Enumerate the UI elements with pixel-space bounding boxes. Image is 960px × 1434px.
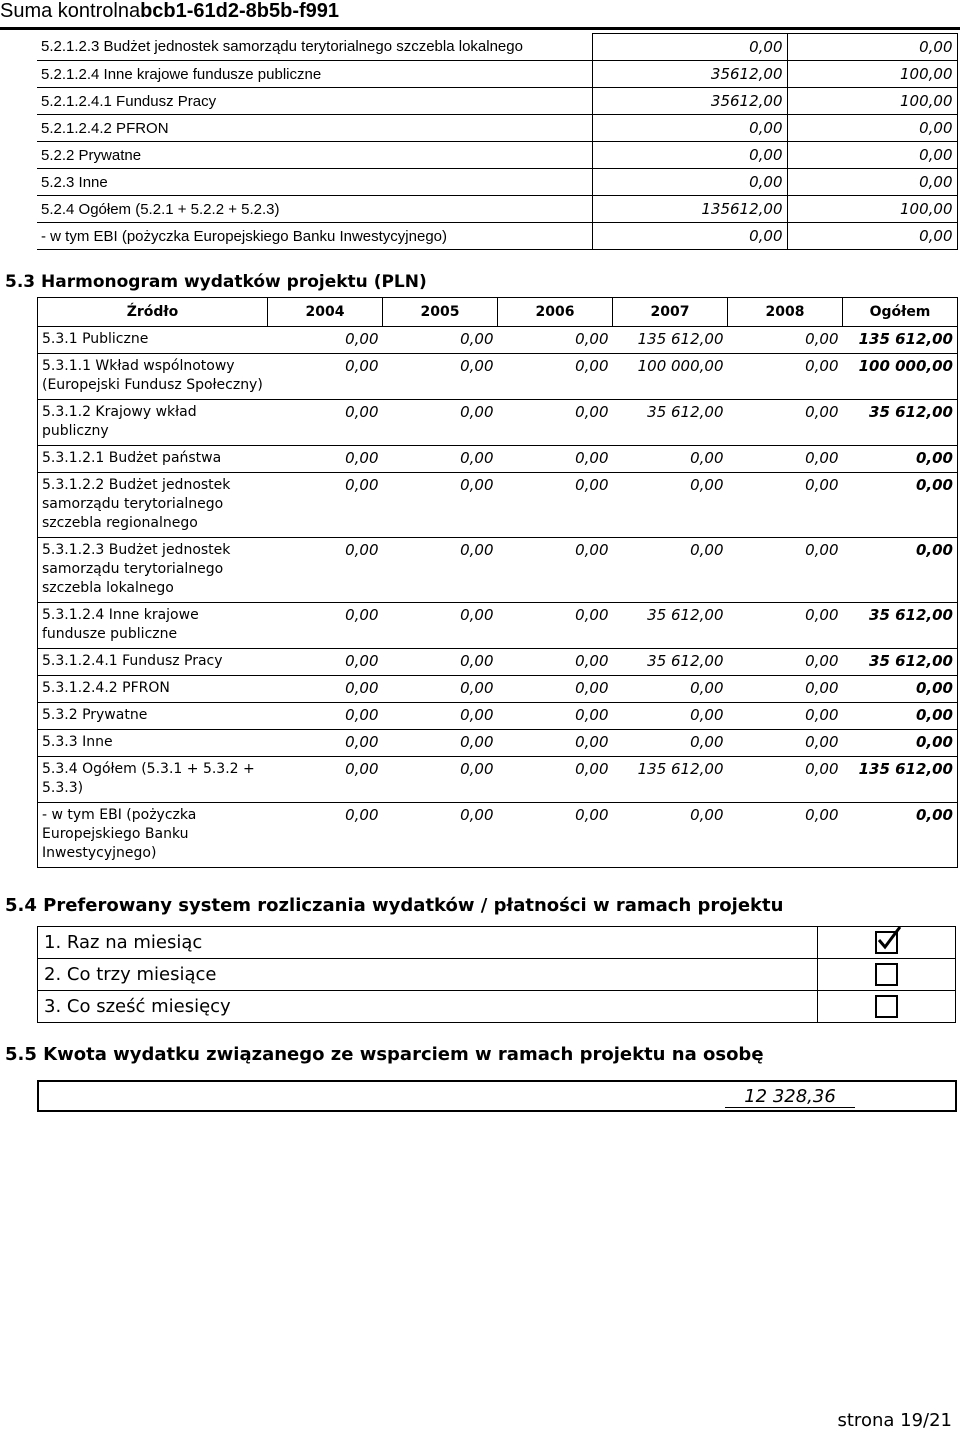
year-value: 0,00 xyxy=(728,603,843,649)
year-value: 0,00 xyxy=(383,730,498,757)
year-value: 0,00 xyxy=(498,730,613,757)
year-value: 0,00 xyxy=(613,803,728,868)
checksum-label: Suma kontrolna xyxy=(0,0,141,22)
harmonogram-title: 5.3 Harmonogram wydatków projektu (PLN) xyxy=(5,272,427,292)
table-row xyxy=(37,88,957,115)
year-value: 0,00 xyxy=(268,473,383,538)
year-value: 35 612,00 xyxy=(613,400,728,446)
column-header: Źródło xyxy=(38,298,268,327)
table-row xyxy=(38,446,958,473)
option-checkbox-cell xyxy=(818,927,956,959)
year-value: 0,00 xyxy=(268,354,383,400)
table-row xyxy=(37,223,957,250)
row-percent: 100,00 xyxy=(787,61,957,88)
row-total: 0,00 xyxy=(843,446,958,473)
table-row xyxy=(37,115,957,142)
row-label: 5.2.1.2.4.2 PFRON xyxy=(37,115,592,142)
option-row xyxy=(38,959,956,991)
table-row xyxy=(38,538,958,603)
column-header: Ogółem xyxy=(843,298,958,327)
year-value: 0,00 xyxy=(268,603,383,649)
year-value: 0,00 xyxy=(728,703,843,730)
table-row xyxy=(38,473,958,538)
year-value: 0,00 xyxy=(728,803,843,868)
year-value: 0,00 xyxy=(613,730,728,757)
row-total: 0,00 xyxy=(843,730,958,757)
row-label: 5.3.1.1 Wkład wspólnotowy (Europejski Fundusz Społeczny) xyxy=(38,354,268,400)
per-person-amount: 12 328,36 xyxy=(725,1086,855,1108)
column-header: 2005 xyxy=(383,298,498,327)
row-label: 5.3.3 Inne xyxy=(38,730,268,757)
option-row xyxy=(38,927,956,959)
row-amount: 0,00 xyxy=(592,169,787,196)
row-label: 5.2.4 Ogółem (5.2.1 + 5.2.2 + 5.2.3) xyxy=(37,196,592,223)
year-value: 135 612,00 xyxy=(613,327,728,354)
settlement-title: 5.4 Preferowany system rozliczania wydatków / płatności w ramach projektu xyxy=(5,895,784,916)
row-label: 5.3.4 Ogółem (5.3.1 + 5.3.2 + 5.3.3) xyxy=(38,757,268,803)
table-row xyxy=(38,603,958,649)
row-total: 35 612,00 xyxy=(843,400,958,446)
table-row xyxy=(37,196,957,223)
year-value: 0,00 xyxy=(613,538,728,603)
row-amount: 0,00 xyxy=(592,115,787,142)
row-label: 5.2.1.2.4 Inne krajowe fundusze publiczne xyxy=(37,61,592,88)
row-total: 135 612,00 xyxy=(843,757,958,803)
row-amount: 35612,00 xyxy=(592,61,787,88)
year-value: 0,00 xyxy=(383,703,498,730)
year-value: 0,00 xyxy=(613,473,728,538)
year-value: 0,00 xyxy=(728,676,843,703)
year-value: 35 612,00 xyxy=(613,649,728,676)
per-person-amount-box xyxy=(37,1080,957,1112)
row-total: 0,00 xyxy=(843,803,958,868)
year-value: 0,00 xyxy=(728,400,843,446)
row-total: 0,00 xyxy=(843,473,958,538)
year-value: 0,00 xyxy=(613,703,728,730)
option-label: 2. Co trzy miesiące xyxy=(38,959,818,991)
funding-sources-table xyxy=(37,33,958,250)
row-total: 0,00 xyxy=(843,703,958,730)
table-row xyxy=(38,757,958,803)
year-value: 0,00 xyxy=(498,400,613,446)
table-row xyxy=(38,327,958,354)
harmonogram-table xyxy=(37,297,958,868)
row-total: 35 612,00 xyxy=(843,649,958,676)
table-row xyxy=(38,400,958,446)
year-value: 0,00 xyxy=(383,538,498,603)
year-value: 0,00 xyxy=(383,473,498,538)
column-header: 2004 xyxy=(268,298,383,327)
year-value: 0,00 xyxy=(268,400,383,446)
table-row xyxy=(38,354,958,400)
row-amount: 135612,00 xyxy=(592,196,787,223)
table-row xyxy=(38,730,958,757)
year-value: 0,00 xyxy=(383,446,498,473)
table-row xyxy=(37,34,957,61)
row-label: 5.2.1.2.4.1 Fundusz Pracy xyxy=(37,88,592,115)
year-value: 0,00 xyxy=(383,649,498,676)
option-label: 1. Raz na miesiąc xyxy=(38,927,818,959)
option-label: 3. Co sześć miesięcy xyxy=(38,991,818,1023)
row-percent: 0,00 xyxy=(787,169,957,196)
year-value: 0,00 xyxy=(728,649,843,676)
table-row xyxy=(38,676,958,703)
year-value: 0,00 xyxy=(383,354,498,400)
table-row xyxy=(38,703,958,730)
year-value: 0,00 xyxy=(728,538,843,603)
year-value: 0,00 xyxy=(383,603,498,649)
checked-checkbox-icon[interactable] xyxy=(875,931,898,954)
settlement-options-table xyxy=(37,926,956,1023)
empty-checkbox-icon[interactable] xyxy=(875,995,898,1018)
year-value: 0,00 xyxy=(383,400,498,446)
row-label: 5.3.1.2 Krajowy wkład publiczny xyxy=(38,400,268,446)
page-header xyxy=(0,0,960,22)
year-value: 0,00 xyxy=(728,730,843,757)
year-value: 0,00 xyxy=(498,327,613,354)
row-percent: 0,00 xyxy=(787,223,957,250)
table-row xyxy=(37,61,957,88)
year-value: 0,00 xyxy=(268,538,383,603)
row-label: 5.3.1.2.4.1 Fundusz Pracy xyxy=(38,649,268,676)
year-value: 0,00 xyxy=(268,803,383,868)
row-label: - w tym EBI (pożyczka Europejskiego Banku Inwestycyjnego) xyxy=(38,803,268,868)
table-row xyxy=(38,649,958,676)
table-row xyxy=(37,142,957,169)
row-total: 0,00 xyxy=(843,538,958,603)
row-total: 100 000,00 xyxy=(843,354,958,400)
year-value: 0,00 xyxy=(268,757,383,803)
year-value: 100 000,00 xyxy=(613,354,728,400)
year-value: 0,00 xyxy=(498,603,613,649)
year-value: 0,00 xyxy=(728,446,843,473)
year-value: 0,00 xyxy=(268,703,383,730)
empty-checkbox-icon[interactable] xyxy=(875,963,898,986)
row-amount: 0,00 xyxy=(592,223,787,250)
year-value: 0,00 xyxy=(383,676,498,703)
row-label: 5.3.1.2.3 Budżet jednostek samorządu terytorialnego szczebla lokalnego xyxy=(38,538,268,603)
option-checkbox-cell xyxy=(818,991,956,1023)
row-percent: 0,00 xyxy=(787,34,957,61)
row-label: 5.3.1.2.2 Budżet jednostek samorządu terytorialnego szczebla regionalnego xyxy=(38,473,268,538)
row-label: 5.3.1.2.4 Inne krajowe fundusze publiczne xyxy=(38,603,268,649)
year-value: 0,00 xyxy=(498,649,613,676)
row-label: 5.2.2 Prywatne xyxy=(37,142,592,169)
row-label: 5.2.1.2.3 Budżet jednostek samorządu terytorialnego szczebla lokalnego xyxy=(37,34,592,61)
year-value: 0,00 xyxy=(498,446,613,473)
row-label: - w tym EBI (pożyczka Europejskiego Banku Inwestycyjnego) xyxy=(37,223,592,250)
year-value: 0,00 xyxy=(383,327,498,354)
row-percent: 100,00 xyxy=(787,196,957,223)
column-header: 2006 xyxy=(498,298,613,327)
year-value: 0,00 xyxy=(383,803,498,868)
year-value: 0,00 xyxy=(268,446,383,473)
year-value: 0,00 xyxy=(498,538,613,603)
row-total: 0,00 xyxy=(843,676,958,703)
year-value: 0,00 xyxy=(613,446,728,473)
header-rule xyxy=(0,27,960,30)
year-value: 0,00 xyxy=(728,327,843,354)
year-value: 0,00 xyxy=(268,327,383,354)
per-person-title: 5.5 Kwota wydatku związanego ze wsparciem w ramach projektu na osobę xyxy=(5,1044,764,1065)
table-row xyxy=(37,169,957,196)
row-amount: 0,00 xyxy=(592,142,787,169)
row-label: 5.3.1 Publiczne xyxy=(38,327,268,354)
row-percent: 0,00 xyxy=(787,115,957,142)
harmonogram-header-row xyxy=(38,298,958,327)
row-label: 5.2.3 Inne xyxy=(37,169,592,196)
year-value: 0,00 xyxy=(498,473,613,538)
column-header: 2008 xyxy=(728,298,843,327)
row-total: 135 612,00 xyxy=(843,327,958,354)
row-percent: 0,00 xyxy=(787,142,957,169)
year-value: 0,00 xyxy=(728,757,843,803)
year-value: 0,00 xyxy=(268,649,383,676)
option-row xyxy=(38,991,956,1023)
row-label: 5.3.1.2.4.2 PFRON xyxy=(38,676,268,703)
row-label: 5.3.1.2.1 Budżet państwa xyxy=(38,446,268,473)
year-value: 0,00 xyxy=(498,757,613,803)
year-value: 0,00 xyxy=(268,730,383,757)
year-value: 0,00 xyxy=(613,676,728,703)
option-checkbox-cell xyxy=(818,959,956,991)
page-number: strona 19/21 xyxy=(837,1410,952,1431)
checksum-code: bcb1-61d2-8b5b-f991 xyxy=(140,0,340,22)
year-value: 0,00 xyxy=(498,676,613,703)
year-value: 0,00 xyxy=(498,803,613,868)
table-row xyxy=(38,803,958,868)
year-value: 0,00 xyxy=(498,354,613,400)
year-value: 0,00 xyxy=(728,473,843,538)
year-value: 135 612,00 xyxy=(613,757,728,803)
year-value: 35 612,00 xyxy=(613,603,728,649)
row-label: 5.3.2 Prywatne xyxy=(38,703,268,730)
year-value: 0,00 xyxy=(498,703,613,730)
row-percent: 100,00 xyxy=(787,88,957,115)
year-value: 0,00 xyxy=(383,757,498,803)
column-header: 2007 xyxy=(613,298,728,327)
row-amount: 35612,00 xyxy=(592,88,787,115)
year-value: 0,00 xyxy=(728,354,843,400)
row-total: 35 612,00 xyxy=(843,603,958,649)
row-amount: 0,00 xyxy=(592,34,787,61)
year-value: 0,00 xyxy=(268,676,383,703)
